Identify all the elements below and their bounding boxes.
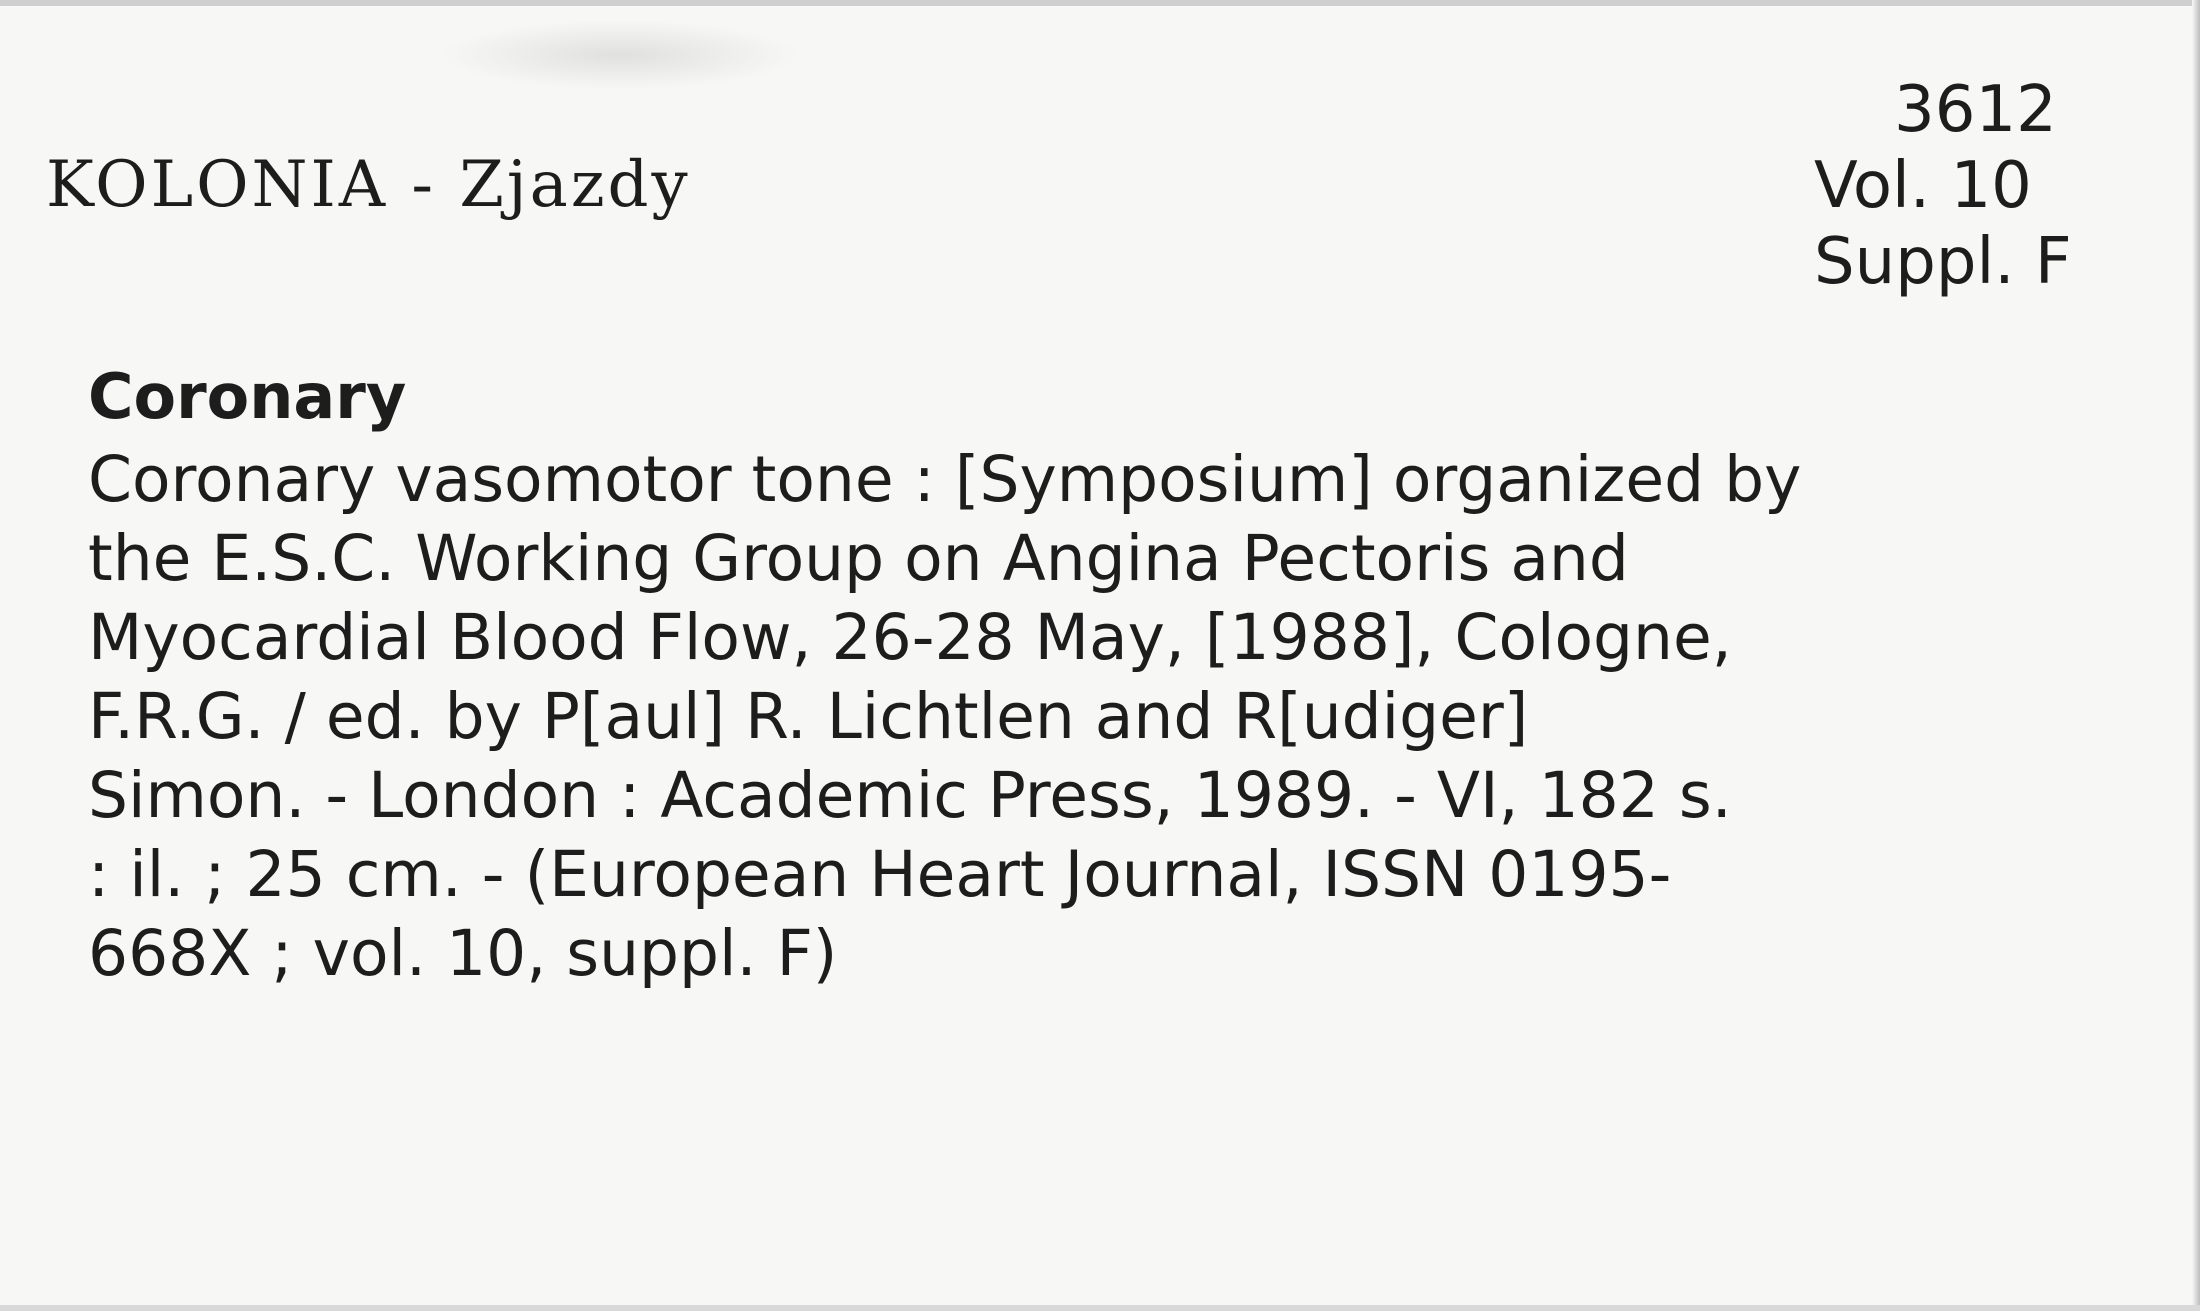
description-line: Coronary vasomotor tone : [Symposium] organized by <box>88 443 1802 516</box>
bibliographic-description <box>88 440 2148 993</box>
description-line: : il. ; 25 cm. - (European Heart Journal, ISSN 0195- <box>88 838 1672 911</box>
description-line: F.R.G. / ed. by P[aul] R. Lichtlen and R[udiger] <box>88 680 1529 753</box>
card-top-edge <box>0 0 2200 6</box>
description-line: the E.S.C. Working Group on Angina Pectoris and <box>88 522 1629 595</box>
call-number-line: 3612 <box>1894 73 2057 147</box>
card-bottom-edge <box>0 1305 2200 1311</box>
call-number <box>1784 72 2144 300</box>
description-line: Simon. - London : Academic Press, 1989. - VI, 182 s. <box>88 759 1732 832</box>
subject-heading: KOLONIA - Zjazdy <box>46 148 691 222</box>
card-right-edge <box>2192 0 2200 1311</box>
entry-title: Coronary <box>88 360 407 433</box>
ink-smudge <box>440 20 800 90</box>
call-number-line: Vol. 10 <box>1814 149 2032 223</box>
call-number-line: Suppl. F <box>1814 225 2072 299</box>
description-line: 668X ; vol. 10, suppl. F) <box>88 917 838 990</box>
description-line: Myocardial Blood Flow, 26-28 May, [1988], Cologne, <box>88 601 1732 674</box>
